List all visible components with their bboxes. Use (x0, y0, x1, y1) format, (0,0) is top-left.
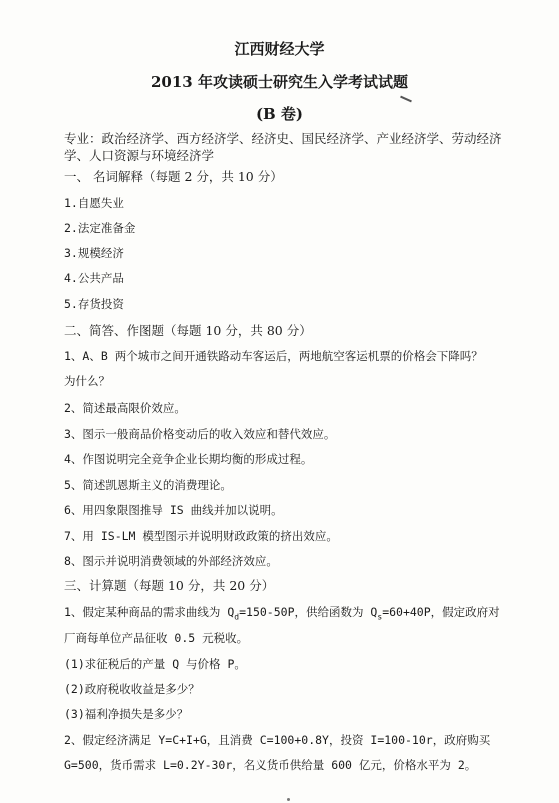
section1-item: 3.规模经济 (64, 246, 124, 260)
section3-heading: 三、计算题（每题 10 分，共 20 分） (64, 578, 275, 593)
exam-title: 2013 年攻读硕士研究生入学考试试题 (151, 73, 408, 91)
section1-heading: 一、 名词解释（每题 2 分，共 10 分） (64, 169, 283, 184)
section2-q1-line2: 为什么？ (64, 374, 110, 388)
section2-heading: 二、简答、作图题（每题 10 分，共 80 分） (64, 323, 312, 338)
section3-q2-line1: 2、假定经济满足 Y=C+I+G，且消费 C=100+0.8Y，投资 I=100-10r，政府购买 (64, 733, 491, 747)
majors-line-1: 专业：政治经济学、西方经济学、经济史、国民经济学、产业经济学、劳动经济 (64, 131, 502, 146)
section1-item: 4.公共产品 (64, 271, 124, 285)
section2-q6: 6、用四象限图推导 IS 曲线并加以说明。 (64, 503, 283, 517)
majors-line-2: 学、人口资源与环境经济学 (64, 148, 215, 163)
section2-q7: 7、用 IS-LM 模型图示并说明财政政策的挤出效应。 (64, 529, 338, 543)
section2-q4: 4、作图说明完全竞争企业长期均衡的形成过程。 (64, 452, 313, 466)
section3-q1-part-b: (2)政府税收收益是多少？ (64, 682, 200, 696)
section2-q5: 5、简述凯恩斯主义的消费理论。 (64, 478, 232, 492)
paper-label: (B 卷) (255, 105, 304, 123)
scan-speck (287, 798, 290, 801)
university-title: 江西财经大学 (234, 40, 325, 58)
section2-q8: 8、图示并说明消费领域的外部经济效应。 (64, 554, 278, 568)
section1-item: 5.存货投资 (64, 297, 124, 311)
section3-q1-part-c: (3)福利净损失是多少？ (64, 707, 189, 721)
section3-q1-line1: 1、假定某种商品的需求曲线为 $Q_d=150-50P$，供给函数为 $Q_s=60+40P$，假定政府对 (64, 605, 500, 622)
section2-q3: 3、图示一般商品价格变动后的收入效应和替代效应。 (64, 427, 336, 441)
section3-q1-part-a: (1)求征税后的产量 Q 与价格 P。 (64, 657, 246, 671)
section2-q1-line1: 1、A、B 两个城市之间开通铁路动车客运后，两地航空客运机票的价格会下降吗？ (64, 349, 483, 363)
section1-item: 2.法定准备金 (64, 221, 136, 235)
section2-q2: 2、简述最高限价效应。 (64, 401, 186, 415)
section3-q2-line2: G=500，货币需求 L=0.2Y-30r，名义货币供给量 600 亿元，价格水平为 2。 (64, 758, 477, 772)
section1-item: 1.自愿失业 (64, 196, 124, 210)
pen-mark (400, 96, 412, 103)
section3-q1-line2: 厂商每单位产品征收 0.5 元税收。 (64, 631, 249, 645)
